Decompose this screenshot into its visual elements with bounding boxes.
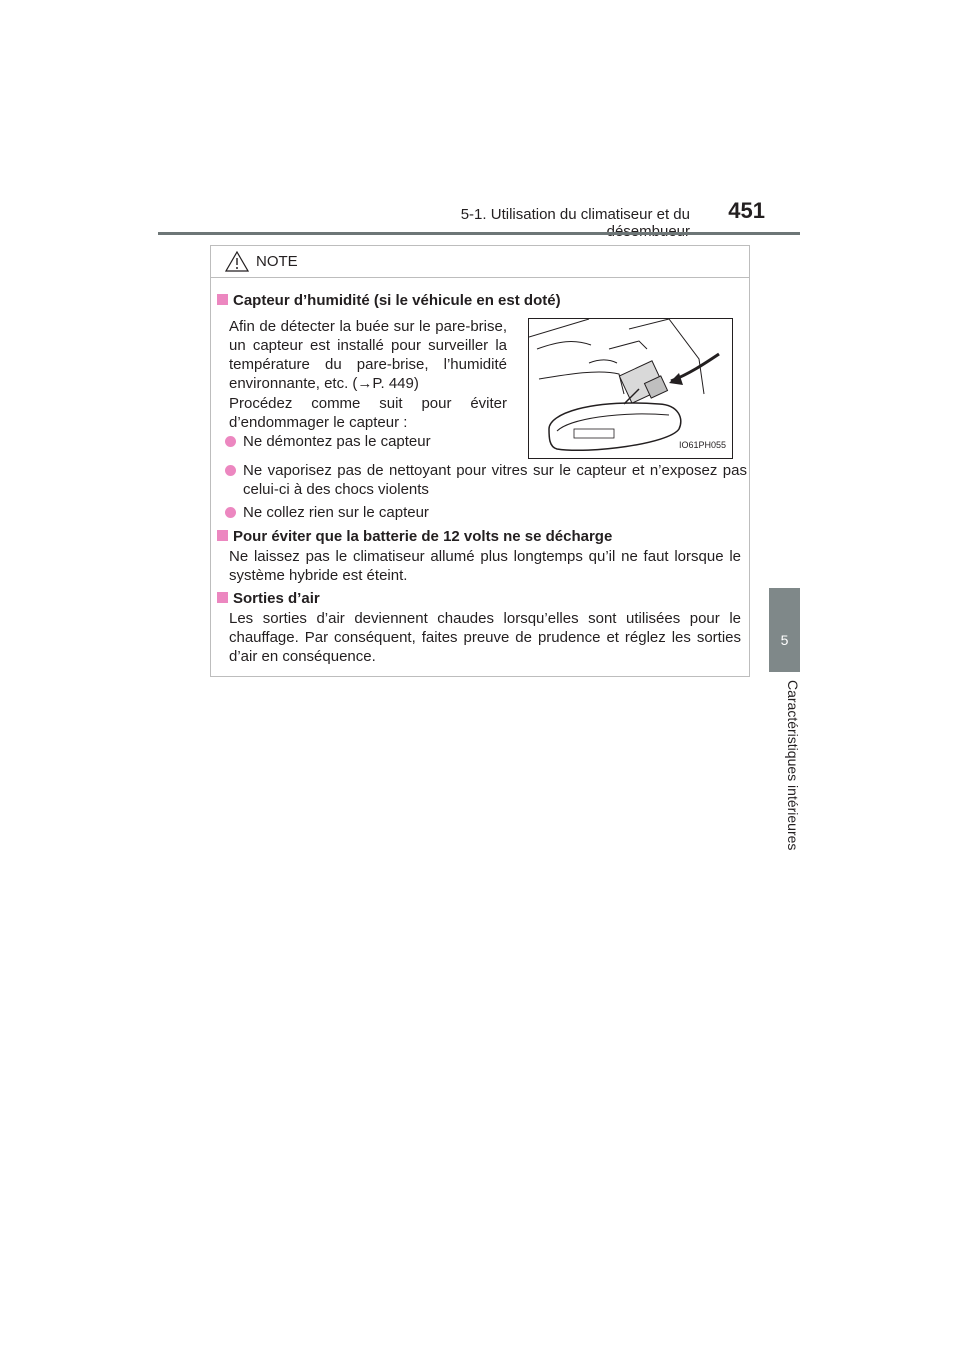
- section-title: 5-1. Utilisation du climatiseur et du: [460, 206, 690, 223]
- warning-triangle-icon: [225, 251, 249, 272]
- round-bullet-icon: [225, 507, 236, 518]
- paragraph-air-outlets: Les sorties d’air deviennent chaudes lorsqu’elles sont utilisées pour le chauffage. Par conséquent, faites preuve de prudence et réglez les sorties d’air en conséquence.: [229, 610, 741, 665]
- section-heading-text: Sorties d’air: [233, 590, 320, 607]
- section-heading-battery: [217, 527, 612, 546]
- paragraph-sensor-purpose: Afin de détecter la buée sur le pare-brise, un capteur est installé pour surveiller la température du pare-brise, l’humidité environnante, etc. (→P. 449): [229, 318, 507, 392]
- square-bullet-icon: [217, 592, 228, 603]
- chapter-number: 5: [780, 632, 789, 648]
- header-divider: [158, 232, 800, 235]
- section-heading-humidity-sensor: [217, 291, 561, 310]
- round-bullet-icon: [225, 436, 236, 447]
- square-bullet-icon: [217, 294, 228, 305]
- note-box: [210, 245, 750, 677]
- note-label: NOTE: [256, 253, 298, 270]
- section-heading-air-outlets: [217, 589, 320, 608]
- bullet-text: Ne démontez pas le capteur: [243, 433, 431, 450]
- bullet-text: Ne vaporisez pas de nettoyant pour vitres sur le capteur et n’exposez pas celui-ci à des chocs violents: [243, 462, 747, 498]
- paragraph-sensor-precautions: Procédez comme suit pour éviter d’endommager le capteur :: [229, 395, 507, 431]
- page-number: 451: [728, 198, 765, 223]
- bullet-text: Ne collez rien sur le capteur: [243, 504, 429, 521]
- paragraph-battery: Ne laissez pas le climatiseur allumé plus longtemps qu’il ne faut lorsque le système hybride est éteint.: [229, 548, 741, 584]
- round-bullet-icon: [225, 465, 236, 476]
- section-heading-text: Pour éviter que la batterie de 12 volts ne se décharge: [233, 528, 613, 545]
- sensor-figure: [528, 318, 733, 459]
- chapter-tab: [769, 588, 800, 672]
- note-header: [211, 246, 749, 278]
- section-heading-text: Capteur d’humidité (si le véhicule en est doté): [233, 292, 561, 309]
- figure-caption: IO61PH055: [677, 436, 728, 455]
- square-bullet-icon: [217, 530, 228, 541]
- chapter-title: Caractéristiques intérieures: [785, 680, 801, 851]
